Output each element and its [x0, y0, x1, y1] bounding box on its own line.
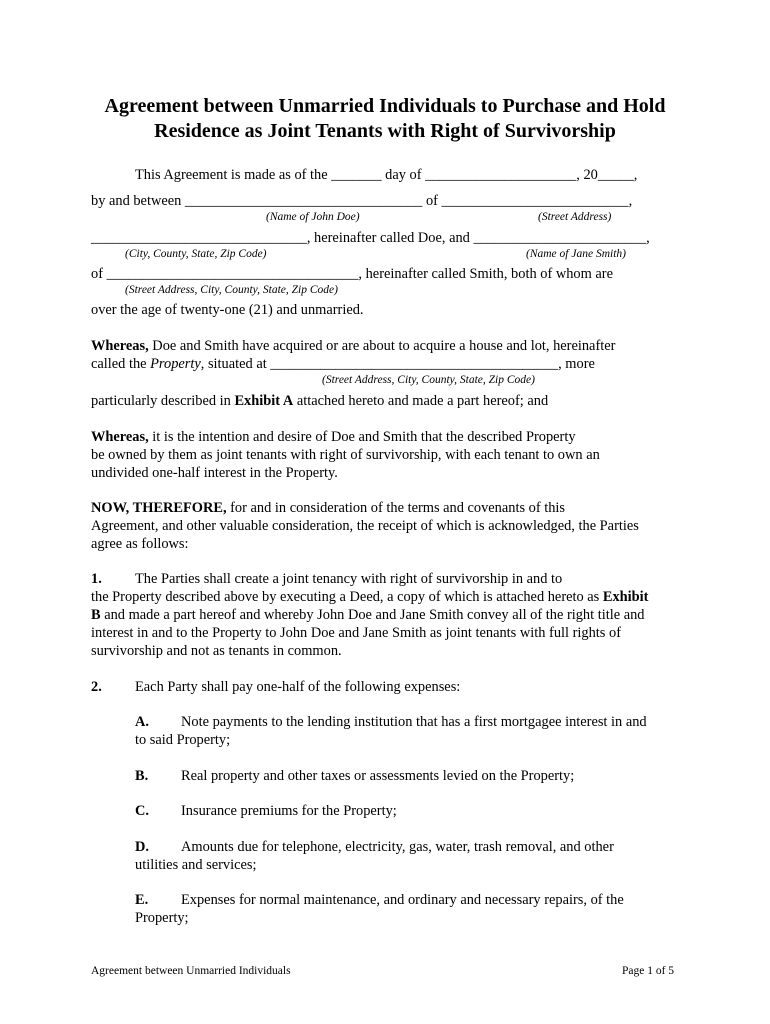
- expense-item-c: [135, 802, 397, 820]
- section-2-line-1: [91, 678, 460, 696]
- section-1-line-3: [91, 606, 644, 624]
- expense-text: Insurance premiums for the Property;: [181, 803, 397, 819]
- whereas-2-line-3: undivided one-half interest in the Property.: [91, 465, 338, 481]
- whereas-1-line-2: [91, 355, 595, 373]
- title-line-2: Residence as Joint Tenants with Right of Survivorship: [154, 120, 616, 142]
- whereas-1-text-d: attached hereto and made a part hereof; and: [293, 393, 549, 409]
- expense-item-e-cont: Property;: [135, 910, 189, 926]
- caption-name-jane: (Name of Jane Smith): [526, 248, 626, 260]
- expense-item-d-cont: utilities and services;: [135, 857, 257, 873]
- document-title: [60, 94, 710, 144]
- whereas-1-text-a: called the: [91, 356, 151, 372]
- whereas-1-line-3: [91, 392, 548, 410]
- whereas-1-text-b: , situated at ________________________________________, more: [200, 356, 595, 372]
- exhibit-b-ref-2: B: [91, 607, 101, 623]
- expense-letter: C.: [135, 803, 149, 819]
- section-1-text-b: and made a part hereof and whereby John Doe and Jane Smith convey all of the right title and: [100, 607, 645, 623]
- expense-item-a-cont: to said Property;: [135, 732, 231, 748]
- section-1-number: 1.: [91, 571, 102, 587]
- whereas-1-text: Doe and Smith have acquired or are about to acquire a house and lot, hereinafter: [148, 338, 616, 354]
- whereas-2-line-1: [91, 428, 576, 446]
- expense-letter: A.: [135, 714, 149, 730]
- intro-line-4: of ___________________________________, hereinafter called Smith, both of whom are: [91, 266, 613, 282]
- section-1-text: The Parties shall create a joint tenancy with right of survivorship in and to: [135, 571, 563, 587]
- caption-name-john: (Name of John Doe): [266, 211, 360, 223]
- expense-item-d: [135, 838, 614, 856]
- whereas-2-line-2: be owned by them as joint tenants with right of survivorship, with each tenant to own an: [91, 447, 600, 463]
- now-therefore-line-3: agree as follows:: [91, 536, 189, 552]
- expense-text: Real property and other taxes or assessments levied on the Property;: [181, 768, 575, 784]
- expense-letter: D.: [135, 839, 149, 855]
- whereas-1-label: Whereas,: [91, 338, 149, 354]
- expense-item-e: [135, 891, 624, 909]
- expense-text: Note payments to the lending institution that has a first mortgagee interest in and: [181, 714, 647, 730]
- intro-line-2: by and between _________________________________ of __________________________,: [91, 193, 633, 209]
- intro-line-1: This Agreement is made as of the _______ day of _____________________, 20_____,: [135, 167, 638, 183]
- intro-line-3: ______________________________, hereinafter called Doe, and ________________________,: [91, 230, 650, 246]
- expense-item-b: [135, 767, 574, 785]
- expense-letter: B.: [135, 768, 149, 784]
- section-2-text: Each Party shall pay one-half of the following expenses:: [135, 679, 461, 695]
- whereas-2-label: Whereas,: [91, 429, 149, 445]
- expense-text: Amounts due for telephone, electricity, gas, water, trash removal, and other: [181, 839, 614, 855]
- now-therefore-line-1: [91, 499, 565, 517]
- exhibit-a-ref: Exhibit A: [234, 393, 294, 409]
- title-line-1: Agreement between Unmarried Individuals to Purchase and Hold: [104, 95, 666, 117]
- caption-full-address-1: (Street Address, City, County, State, Zip Code): [125, 284, 338, 296]
- whereas-2-text: it is the intention and desire of Doe and Smith that the described Property: [148, 429, 576, 445]
- intro-line-5: over the age of twenty-one (21) and unmarried.: [91, 302, 364, 318]
- section-2-number: 2.: [91, 679, 102, 695]
- property-term: Property: [150, 356, 201, 372]
- whereas-1-text-c: particularly described in: [91, 393, 235, 409]
- expense-letter: E.: [135, 892, 149, 908]
- section-1-line-5: survivorship and not as tenants in common.: [91, 643, 342, 659]
- caption-full-address-2: (Street Address, City, County, State, Zip Code): [322, 374, 535, 386]
- expense-item-a: [135, 713, 647, 731]
- now-therefore-label: NOW, THEREFORE,: [91, 500, 227, 516]
- section-1-line-2: [91, 588, 648, 606]
- caption-city-county: (City, County, State, Zip Code): [125, 248, 267, 260]
- now-therefore-line-2: Agreement, and other valuable consideration, the receipt of which is acknowledged, the Parties: [91, 518, 639, 534]
- now-therefore-text: for and in consideration of the terms and covenants of this: [226, 500, 566, 516]
- expense-text: Expenses for normal maintenance, and ordinary and necessary repairs, of the: [181, 892, 624, 908]
- section-1-text-a: the Property described above by executing a Deed, a copy of which is attached hereto as: [91, 589, 603, 605]
- exhibit-b-ref-1: Exhibit: [602, 589, 649, 605]
- section-1-line-4: interest in and to the Property to John Doe and Jane Smith as joint tenants with full rights of: [91, 625, 621, 641]
- footer-page-number: Page 1 of 5: [622, 965, 675, 977]
- footer-document-title: Agreement between Unmarried Individuals: [91, 965, 291, 977]
- whereas-1-line-1: [91, 337, 615, 355]
- section-1-line-1: [91, 570, 562, 588]
- caption-street-address: (Street Address): [538, 211, 612, 223]
